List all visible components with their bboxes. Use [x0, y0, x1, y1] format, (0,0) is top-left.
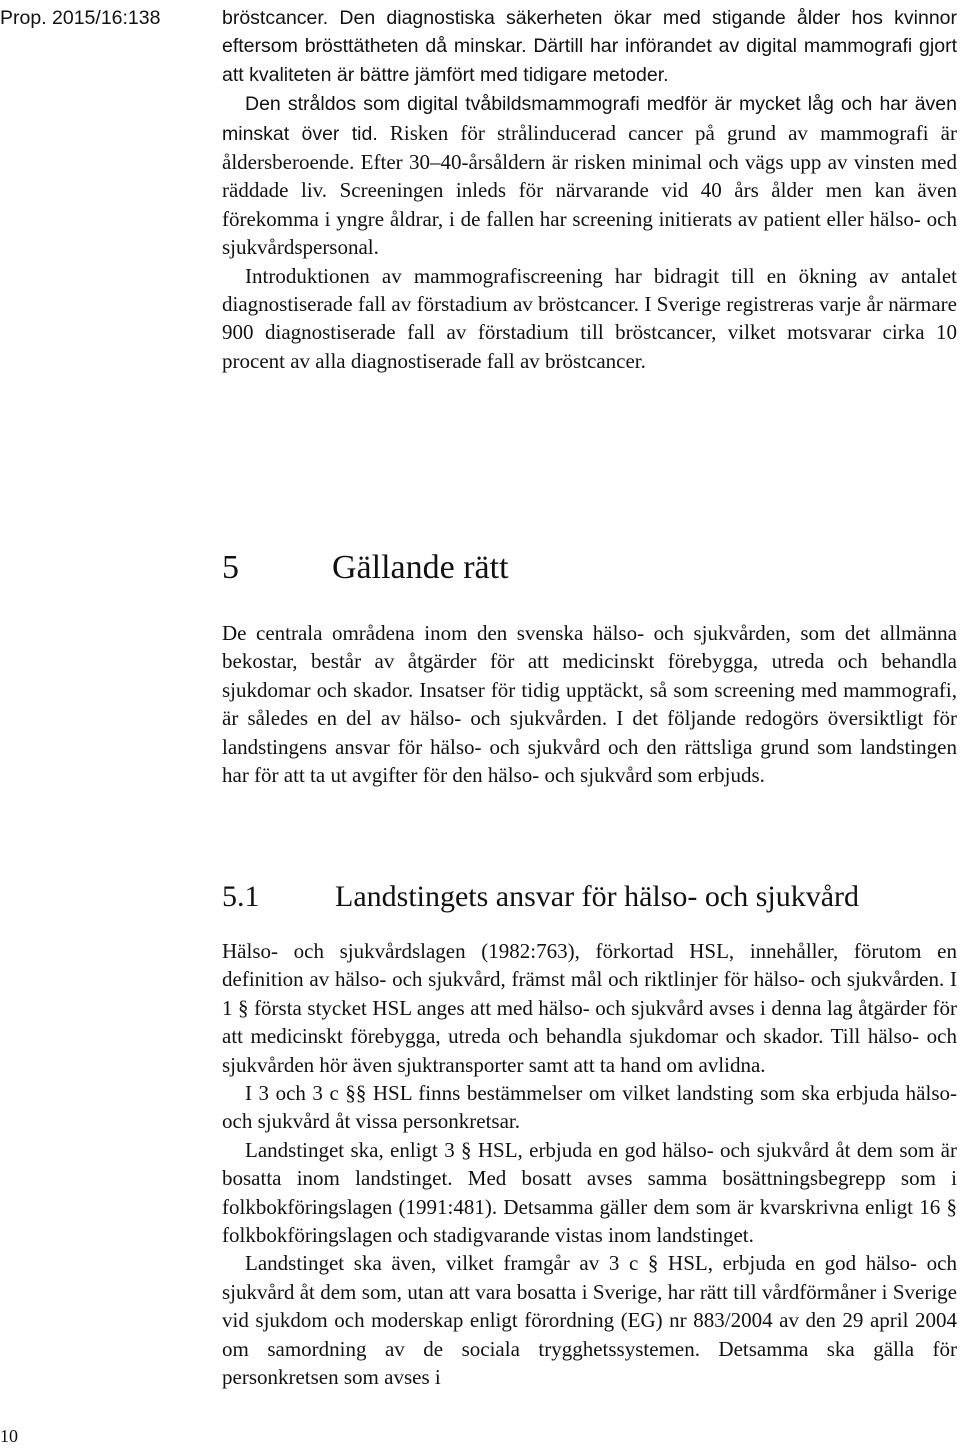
subsection-body [222, 937, 957, 1392]
subsection-title: Landstingets ansvar för hälso- och sjukvård [335, 880, 860, 913]
paragraph: Landstinget ska även, vilket framgår av 3 c § HSL, erbjuda en god hälso- och sjukvård åt dem som, utan att vara bosatta i Sverige, har rätt till vårdförmåner i Sverige vid sjukdom och moderskap enligt förordning (EG) nr 883/2004 av den 29 april 2004 om samordning av de sociala trygghetssystemen. Detsamma ska gälla för personkretsen som avses i [222, 1251, 957, 1390]
paragraph: Landstinget ska, enligt 3 § HSL, erbjuda en god hälso- och sjukvård åt dem som är bosatta inom landstinget. Med bosatt avses samma bosättningsbegrepp som i folkbokföringslagen (1991:481). Detsamma gäller dem som är kvarskrivna enligt 16 § folkbokföringslagen och stadigvarande vistas inom landstinget. [222, 1137, 957, 1248]
paragraph-continuation: Risken för strålinducerad cancer på grund av mammografi är åldersberoende. Efter 30–40-årsåldern är risken minimal och vägs upp av vinsten med räddade liv. Screeningen inleds för närvarande vid 40 års ålder men kan även förekomma i yngre åldrar, i de fallen har screening initierats av patient eller hälso- och sjukvårdspersonal. [222, 120, 957, 260]
paragraph: De centrala områdena inom den svenska hälso- och sjukvården, som det allmänna bekostar, består av åtgärder för att medicinskt förebygga, utreda och behandla sjukdomar och skador. Insatser för tidig upptäckt, så som screening med mammografi, är således en del av hälso- och sjukvården. I det följande redogörs översiktligt för landstingens ansvar för hälso- och sjukvård och den rättsliga grund som landstingen har för att ta ut avgifter för den hälso- och sjukvård som erbjuds. [222, 621, 957, 788]
page-number: 10 [0, 1426, 18, 1446]
section-title: Gällande rätt [332, 549, 509, 586]
paragraph: bröstcancer. Den diagnostiska säkerheten ökar med stigande ålder hos kvinnor eftersom brösttätheten då minskar. Därtill har införandet av digital mammografi gjort att kvaliteten är bättre jämfört med tidigare metoder. [222, 7, 957, 86]
paragraph: Introduktionen av mammografiscreening har bidragit till en ökning av antalet diagnostiserade fall av förstadium av bröstcancer. I Sverige registreras varje år närmare 900 diagnostiserade fall av förstadium till bröstcancer, vilket motsvarar cirka 10 procent av alla diagnostiserade fall av bröstcancer. [222, 263, 957, 373]
section-body [222, 619, 957, 789]
paragraph-sentence: Den stråldos som digital tvåbildsmammografi medför är mycket låg och har även minskat över tid. [222, 93, 957, 145]
intro-text [222, 4, 957, 375]
paragraph: Hälso- och sjukvårdslagen (1982:763), förkortad HSL, innehåller, förutom en definition av hälso- och sjukvård, främst mål och riktlinjer för hälso- och sjukvården. I 1 § första stycket HSL anges att med hälso- och sjukvård avses i denna lag åtgärder för att medicinskt förebygga, utreda och behandla sjukdomar och skador. Till hälso- och sjukvården hör även sjuktransporter samt att ta hand om avlidna. [222, 939, 957, 1077]
section-heading [222, 545, 509, 591]
subsection-heading [222, 877, 859, 917]
subsection-number: 5.1 [222, 880, 260, 913]
document-reference: Prop. 2015/16:138 [0, 7, 161, 29]
section-number: 5 [222, 549, 239, 586]
paragraph: I 3 och 3 c §§ HSL finns bestämmelser om vilket landsting som ska erbjuda hälso- och sjukvård åt vissa personkretsar. [222, 1081, 957, 1134]
paragraph [222, 89, 957, 261]
